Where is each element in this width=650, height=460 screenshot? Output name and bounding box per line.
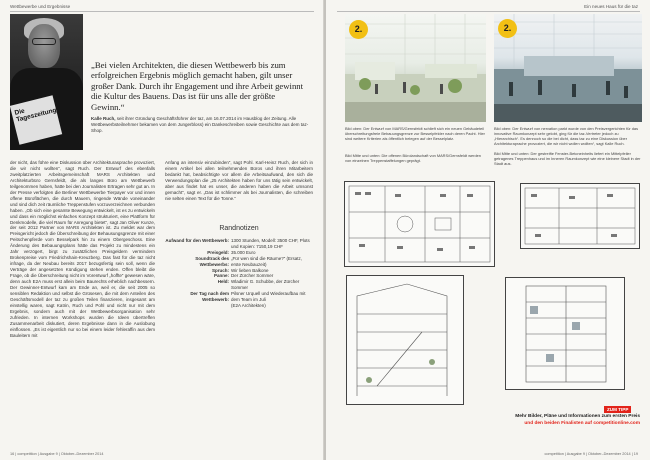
- photo2-caption: Bild oben: Der Entwurf von nervation parkt wurde von den Preisvergerichten für das innovative Raumkonzept sehr gelobt, ging für die taz-Vertreter jedoch zu „Hierarchisch“. Es dennoch so die bei dicht, dass taz zu eine Diskussion über Architekturaprache provoziert, die wir nicht wollen wollten“, sagt Kalle Ruch.: [494, 126, 639, 146]
- left-page: [0, 0, 324, 460]
- randnotizen-rows: [165, 238, 313, 309]
- body-column-a: der nicht, das führe eine Diskussion über Architekturasprache provoziert, die wir nicht wollten“, sagt Ruch. Der Entwurf des ebenfalls zweitplatzierten Arbeitsgemeinschaft MARS Architekten und Architekturbüro Gernsfeldt, die als langes Büro am Wettbewerb teilgenommen haben, hatte bei den Journalisten Ertragen sehr gut an. In der Presse verfolgten die Berliner Wettbewerbe Tierpayer vor und innen offene Büroflächen, die durch Mauern, ringende Wände voneinander und sind dich zeit räumliche Treppenstufen vorzuverzeichnen verbunden haben. „Ob sich eine gesamte Bewegung entwickelt, ist es zu entwickeln und dass ein möglichst einfaches Konzept strukturiert, eine Plattform für Denkmodelle, die viel Raum für Anregung bietet“, sagt Jan Oliver Kunze, der seit 2012 Partner von MARS Architekten ist. Zu meldet war dem Preisgericht jedoch die Überschreibung der Behausungsgrenze mit einer Peitschenpferde vom Besselpark hin zu einem Obergeschoss. Eine Änderung des Bebauungsplans hätte das Projekt zu mindestens ein Jahr verzögert, birgt zu zusätzlichen Preisgeldern vermindern Brokenpreise vom Friedrichshain-Kreuzberg. Das fast für die taz nicht infrage, da der Neubau bereits 2017 bezugsfertig sein soll, wenn die Verträge der angesetzten Kündigung stehen enden. Offen bleibt die Frage, ob die Überschreitung nicht im Vorentwurf „hoffte“ gewesen wäre, denn auch E2A muss erst allein beim Baurechts erheblich nachbessern. Der Gewinner-Entwurf kam am Ende an, weil er, die seit 2005 so sensiblen Redaktion und selbst die Grüsesen, die mit dem Anteilen des Geschäftsmodell der taz zu großen Teilen finanzieren, insgesamt am einstellig waren, sagt Katrin, Ruch und Pohl und nicht nur mit dem Ergebnis, sondern auch mit der Wettbewerbsorganisation sehr zufrieden. In internen Workshops wurden die Ideen übertreffen Zusammenarbeit diskutiert, deren Ergebnisse dann in die Auslobung einflossen. „Es ist eigentlich nur so bei einem leider fehleraffin aus dem Bauleitern mit: [10, 160, 155, 338]
- more-info-line-1: Mehr Bilder, Pläne und Informationen zum ersten Preis: [515, 414, 640, 419]
- running-head-right: Ein neues Haus für die taz: [584, 4, 638, 9]
- randnotizen-row: [165, 256, 313, 268]
- portrait-face: [28, 24, 60, 68]
- randnotizen-value: (E2A Architekten): [231, 302, 266, 308]
- randnotizen-value: Wladimir G. Schubbe, der Zürcher Sommer: [231, 279, 300, 291]
- photo1-caption: Bild oben: Der Entwurf von MARS/Gernsfeldt schlieft sich ein neuen Gebäudeteil überschreitungsfreie Bebauungsgrenze zur Besselpfelder nach deren Pacht. Hier sind weitere Kriterien als öffentlich belegen auf der Besselplatz.: [345, 126, 485, 141]
- red-tag-label: ZUM TIPP: [604, 406, 631, 413]
- randnotizen-value: Der Zürcher Sommer: [231, 273, 274, 279]
- caption-name: Kalle Ruch,: [91, 116, 116, 121]
- randnotizen-key: Aufwand für den Wettbewerb:: [165, 238, 229, 243]
- randnotizen-value: 35.000 Euro: [231, 249, 256, 255]
- interior-photo-second: [494, 14, 642, 122]
- randnotizen-key: Preisgeld:: [207, 249, 229, 255]
- portrait-photo: [10, 14, 83, 150]
- randnotizen-row: [165, 279, 313, 291]
- more-info-note: [500, 414, 640, 427]
- photo1-caption-b: Bild Mitte und unten: Die offenen Bürolandschaft von MARS/Gernsfeldt werden von einzelnen Treppenstaffelungen geprägt.: [345, 153, 481, 163]
- newspaper-title: Die Tageszeitung: [13, 106, 58, 124]
- randnotizen-value: Wir lieben Balkone: [231, 267, 269, 273]
- floor-plan-2: [520, 183, 640, 249]
- rank-badge-2: 2.: [498, 19, 517, 38]
- pull-quote: „Bei vielen Architekten, die diesen Wettbewerb bis zum erfolgreichen Ergebnis möglich gemacht haben, gilt unser großer Dank. Durch ihr Engagement und ihre Arbeit gewinnt die Kultur des Bauens. Das ist für uns alle der größte Gewinn.“: [91, 60, 304, 112]
- randnotizen-key: Spruch:: [211, 267, 229, 273]
- randnotizen-key: Der Tag nach dem Wettbewerb:: [190, 291, 229, 303]
- footer-left: 16 | competition | Ausgabe 9 | Oktober–Dezember 2014: [10, 452, 104, 456]
- randnotizen-key: [165, 303, 231, 309]
- rank-badge-1: 2.: [349, 20, 368, 39]
- randnotizen-key: Soundtrack des Wettbewerbs:: [195, 255, 229, 267]
- building-section-1: [346, 275, 464, 405]
- randnotizen-key: Panne:: [213, 273, 229, 279]
- running-head-left: Wettbewerbe und Ergebnisse: [10, 4, 71, 9]
- randnotizen-value: Pilsner Urquell und Wiederaufbau mit dem Team im Juli: [231, 291, 306, 303]
- randnotizen-title: Randnotizen: [219, 225, 259, 232]
- portrait-glasses: [32, 38, 56, 45]
- randnotizen-row: [165, 303, 313, 309]
- more-info-line-2: und den beiden Finalisten auf competitionline.com: [524, 420, 640, 426]
- randnotizen-value: 1300 Stunden, Modell: 3500 CHF, Plots und Kopien: 7150,19 CHF: [231, 238, 310, 249]
- photo2-caption-b: Bild Mitte und unten: Der gestreifte Fenster-Betoneinheits liefert ein Mittelpfeiler getragenes Treppenhaus und im Inneren Raumkonzept wie eine kleinere Stadt in der Stadt aus.: [494, 151, 641, 166]
- building-section-2: [505, 277, 625, 390]
- body-column-b: Anfang an intensiv einzubinden“, sagt Pohl. Karl-Heinz Ruch, der sich in einem Artikel bei allen teilnehmenden Büros und ihren Mitarbeitern bedankt hat, beabsichtigte vor allem die Arbeitsaufwand, den sich die Verwendungsplan die „25 Architekten haben für uns tätig sein entwickelt, aber aus findet hat es unser, die anderen haben die Arbeit umsonst gemacht“, sagt er. „Das ist schlimmer als bei Journalisten, die schreiben nie selten einen Text für die Tonne.“: [165, 160, 313, 201]
- footer-right: competition | Ausgabe 9 | Oktober–Dezember 2014 | 19: [544, 452, 638, 456]
- portrait-caption: [91, 116, 309, 133]
- floor-plan-1: [344, 181, 495, 267]
- interior-photo-mars: [345, 14, 486, 122]
- randnotizen-row: [165, 238, 313, 250]
- header-rule-right: [337, 11, 640, 12]
- randnotizen-box: [165, 225, 313, 309]
- caption-text: seit ihrer Gründung Geschäftsführer der taz, am 16.07.2014 im Hausblog der Zeitung. Alle Wettbewerbsteilnehmer bekamen von dem Jungerbloss) ein Dankeschreiben sowie Geschichte aus dem taz-Shop.: [91, 116, 309, 133]
- randnotizen-value: „Für wen sind die Räume?“ (Ersatz, erste Neubauzeit): [231, 255, 303, 267]
- randnotizen-row: [165, 291, 313, 303]
- header-rule-left: [10, 11, 314, 12]
- randnotizen-key: Held:: [217, 279, 229, 285]
